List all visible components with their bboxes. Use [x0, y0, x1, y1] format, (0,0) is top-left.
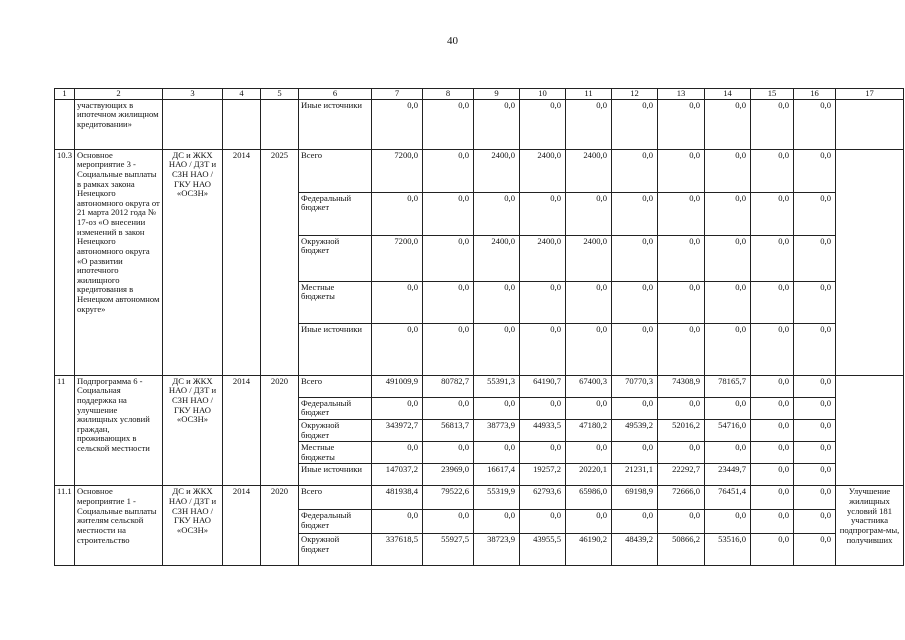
value-cell: 0,0 [612, 510, 658, 534]
column-number-cell: 15 [751, 89, 794, 100]
value-cell: 69198,9 [612, 486, 658, 510]
row-number-cell [55, 99, 75, 149]
value-cell: 2400,0 [520, 149, 566, 192]
funding-source-cell: Окружной бюджет [299, 419, 372, 441]
executor-cell: ДС и ЖКХ НАО / ДЗТ и СЗН НАО / ГКУ НАО «ОСЗН» [163, 375, 223, 486]
value-cell: 0,0 [372, 442, 423, 464]
value-cell: 56813,7 [423, 419, 474, 441]
value-cell: 0,0 [705, 235, 751, 281]
value-cell: 0,0 [474, 192, 520, 235]
value-cell: 491009,9 [372, 375, 423, 397]
value-cell: 0,0 [794, 464, 836, 486]
value-cell: 65986,0 [566, 486, 612, 510]
column-number-cell: 8 [423, 89, 474, 100]
value-cell: 0,0 [566, 397, 612, 419]
end-year-cell [261, 99, 299, 149]
value-cell: 0,0 [474, 510, 520, 534]
column-number-cell: 16 [794, 89, 836, 100]
value-cell: 0,0 [423, 323, 474, 375]
column-number-cell: 6 [299, 89, 372, 100]
value-cell: 0,0 [794, 281, 836, 323]
value-cell: 481938,4 [372, 486, 423, 510]
end-year-cell: 2020 [261, 375, 299, 486]
table-row [55, 99, 904, 149]
start-year-cell: 2014 [223, 486, 261, 566]
value-cell: 0,0 [423, 510, 474, 534]
measure-name-cell: Основное мероприятие 3 - Социальные выплаты в рамках закона Ненецкого автономного округа от 21 марта 2012 года № 17-оз «О внесении изменений в закон Ненецкого автономного округа «О развитии ипотечного жилищного кредитования в Ненецком автономном округе» [75, 149, 163, 375]
value-cell: 0,0 [751, 442, 794, 464]
value-cell: 2400,0 [474, 235, 520, 281]
value-cell: 70770,3 [612, 375, 658, 397]
value-cell: 0,0 [751, 486, 794, 510]
value-cell: 74308,9 [658, 375, 705, 397]
value-cell: 48439,2 [612, 534, 658, 566]
value-cell: 79522,6 [423, 486, 474, 510]
value-cell: 0,0 [794, 375, 836, 397]
value-cell: 0,0 [705, 99, 751, 149]
value-cell: 0,0 [372, 192, 423, 235]
value-cell: 2400,0 [474, 149, 520, 192]
value-cell: 0,0 [794, 149, 836, 192]
start-year-cell: 2014 [223, 149, 261, 375]
value-cell: 0,0 [474, 281, 520, 323]
value-cell: 0,0 [612, 99, 658, 149]
value-cell: 0,0 [794, 419, 836, 441]
value-cell: 0,0 [474, 442, 520, 464]
value-cell: 0,0 [474, 99, 520, 149]
value-cell: 46190,2 [566, 534, 612, 566]
value-cell: 55927,5 [423, 534, 474, 566]
value-cell: 0,0 [372, 510, 423, 534]
value-cell: 0,0 [751, 192, 794, 235]
value-cell: 49539,2 [612, 419, 658, 441]
header-row [55, 89, 904, 100]
value-cell: 23449,7 [705, 464, 751, 486]
value-cell: 0,0 [520, 99, 566, 149]
funding-source-cell: Иные источники [299, 323, 372, 375]
value-cell: 0,0 [612, 192, 658, 235]
result-cell [836, 375, 904, 486]
value-cell: 0,0 [794, 235, 836, 281]
value-cell: 20220,1 [566, 464, 612, 486]
value-cell: 50866,2 [658, 534, 705, 566]
value-cell: 16617,4 [474, 464, 520, 486]
value-cell: 0,0 [372, 323, 423, 375]
value-cell: 38773,9 [474, 419, 520, 441]
value-cell: 44933,5 [520, 419, 566, 441]
value-cell: 0,0 [705, 281, 751, 323]
value-cell: 0,0 [520, 192, 566, 235]
value-cell: 72666,0 [658, 486, 705, 510]
value-cell: 0,0 [372, 99, 423, 149]
value-cell: 0,0 [423, 99, 474, 149]
value-cell: 21231,1 [612, 464, 658, 486]
value-cell: 38723,9 [474, 534, 520, 566]
value-cell: 0,0 [423, 149, 474, 192]
value-cell: 62793,6 [520, 486, 566, 510]
value-cell: 0,0 [423, 235, 474, 281]
value-cell: 53516,0 [705, 534, 751, 566]
value-cell: 19257,2 [520, 464, 566, 486]
value-cell: 0,0 [751, 419, 794, 441]
value-cell: 52016,2 [658, 419, 705, 441]
column-number-cell: 14 [705, 89, 751, 100]
value-cell: 0,0 [751, 464, 794, 486]
value-cell: 0,0 [794, 323, 836, 375]
value-cell: 0,0 [520, 397, 566, 419]
value-cell: 0,0 [612, 149, 658, 192]
column-number-cell: 13 [658, 89, 705, 100]
value-cell: 0,0 [705, 323, 751, 375]
value-cell: 0,0 [566, 99, 612, 149]
value-cell: 0,0 [794, 486, 836, 510]
value-cell: 0,0 [794, 510, 836, 534]
column-number-cell: 2 [75, 89, 163, 100]
value-cell: 0,0 [751, 99, 794, 149]
column-number-cell: 10 [520, 89, 566, 100]
column-number-cell: 4 [223, 89, 261, 100]
value-cell: 0,0 [705, 192, 751, 235]
value-cell: 0,0 [658, 510, 705, 534]
value-cell: 0,0 [566, 281, 612, 323]
table-row [55, 375, 904, 397]
column-number-cell: 11 [566, 89, 612, 100]
measure-name-cell: участвующих в ипотечном жилищном кредитовании» [75, 99, 163, 149]
value-cell: 0,0 [423, 192, 474, 235]
value-cell: 76451,4 [705, 486, 751, 510]
table-row [55, 149, 904, 192]
value-cell: 0,0 [658, 442, 705, 464]
value-cell: 0,0 [751, 397, 794, 419]
value-cell: 22292,7 [658, 464, 705, 486]
value-cell: 0,0 [612, 323, 658, 375]
value-cell: 0,0 [705, 149, 751, 192]
value-cell: 0,0 [658, 235, 705, 281]
value-cell: 0,0 [474, 323, 520, 375]
end-year-cell: 2025 [261, 149, 299, 375]
start-year-cell: 2014 [223, 375, 261, 486]
value-cell: 0,0 [705, 510, 751, 534]
value-cell: 0,0 [612, 397, 658, 419]
end-year-cell: 2020 [261, 486, 299, 566]
value-cell: 23969,0 [423, 464, 474, 486]
value-cell: 0,0 [751, 534, 794, 566]
value-cell: 343972,7 [372, 419, 423, 441]
value-cell: 67400,3 [566, 375, 612, 397]
measure-name-cell: Подпрограмма 6 - Социальная поддержка на улучшение жилищных условий граждан, проживающих в сельской местности [75, 375, 163, 486]
value-cell: 0,0 [794, 397, 836, 419]
value-cell: 0,0 [658, 281, 705, 323]
value-cell: 0,0 [520, 281, 566, 323]
value-cell: 0,0 [566, 510, 612, 534]
result-cell [836, 149, 904, 375]
row-number-cell: 11.1 [55, 486, 75, 566]
value-cell: 0,0 [705, 442, 751, 464]
value-cell: 0,0 [794, 534, 836, 566]
value-cell: 0,0 [612, 442, 658, 464]
value-cell: 64190,7 [520, 375, 566, 397]
column-number-cell: 1 [55, 89, 75, 100]
value-cell: 0,0 [520, 510, 566, 534]
funding-source-cell: Иные источники [299, 99, 372, 149]
value-cell: 0,0 [423, 281, 474, 323]
column-number-cell: 12 [612, 89, 658, 100]
value-cell: 78165,7 [705, 375, 751, 397]
value-cell: 0,0 [658, 192, 705, 235]
funding-source-cell: Окружной бюджет [299, 534, 372, 566]
funding-source-cell: Федеральный бюджет [299, 510, 372, 534]
column-number-cell: 9 [474, 89, 520, 100]
funding-source-cell: Федеральный бюджет [299, 397, 372, 419]
funding-source-cell: Федеральный бюджет [299, 192, 372, 235]
value-cell: 0,0 [423, 397, 474, 419]
value-cell: 0,0 [658, 99, 705, 149]
funding-source-cell: Окружной бюджет [299, 235, 372, 281]
value-cell: 2400,0 [520, 235, 566, 281]
value-cell: 2400,0 [566, 235, 612, 281]
value-cell: 54716,0 [705, 419, 751, 441]
value-cell: 0,0 [372, 397, 423, 419]
value-cell: 0,0 [658, 149, 705, 192]
value-cell: 0,0 [705, 397, 751, 419]
column-number-cell: 17 [836, 89, 904, 100]
value-cell: 0,0 [566, 442, 612, 464]
value-cell: 7200,0 [372, 149, 423, 192]
value-cell: 0,0 [520, 442, 566, 464]
value-cell: 43955,5 [520, 534, 566, 566]
value-cell: 0,0 [751, 281, 794, 323]
value-cell: 0,0 [794, 99, 836, 149]
value-cell: 55319,9 [474, 486, 520, 510]
value-cell: 80782,7 [423, 375, 474, 397]
result-cell [836, 99, 904, 149]
value-cell: 337618,5 [372, 534, 423, 566]
page-number: 40 [447, 35, 458, 47]
value-cell: 0,0 [423, 442, 474, 464]
funding-source-cell: Всего [299, 375, 372, 397]
value-cell: 0,0 [751, 323, 794, 375]
value-cell: 0,0 [794, 192, 836, 235]
value-cell: 7200,0 [372, 235, 423, 281]
funding-source-cell: Местные бюджеты [299, 442, 372, 464]
funding-source-cell: Местные бюджеты [299, 281, 372, 323]
value-cell: 0,0 [751, 149, 794, 192]
value-cell: 0,0 [520, 323, 566, 375]
value-cell: 0,0 [751, 235, 794, 281]
column-number-cell: 3 [163, 89, 223, 100]
start-year-cell [223, 99, 261, 149]
column-number-cell: 7 [372, 89, 423, 100]
row-number-cell: 11 [55, 375, 75, 486]
executor-cell: ДС и ЖКХ НАО / ДЗТ и СЗН НАО / ГКУ НАО «ОСЗН» [163, 149, 223, 375]
value-cell: 47180,2 [566, 419, 612, 441]
value-cell: 0,0 [751, 375, 794, 397]
column-number-cell: 5 [261, 89, 299, 100]
funding-source-cell: Иные источники [299, 464, 372, 486]
measure-name-cell: Основное мероприятие 1 - Социальные выплаты жителям сельской местности на строительство [75, 486, 163, 566]
value-cell: 0,0 [658, 397, 705, 419]
funding-source-cell: Всего [299, 486, 372, 510]
value-cell: 147037,2 [372, 464, 423, 486]
funding-table [54, 88, 904, 566]
value-cell: 0,0 [566, 323, 612, 375]
row-number-cell: 10.3 [55, 149, 75, 375]
value-cell: 0,0 [372, 281, 423, 323]
value-cell: 0,0 [566, 192, 612, 235]
value-cell: 0,0 [474, 397, 520, 419]
value-cell: 0,0 [658, 323, 705, 375]
value-cell: 2400,0 [566, 149, 612, 192]
value-cell: 55391,3 [474, 375, 520, 397]
executor-cell: ДС и ЖКХ НАО / ДЗТ и СЗН НАО / ГКУ НАО «ОСЗН» [163, 486, 223, 566]
result-cell: Улучшение жилищных условий 181 участника подпрограм-мы, получивших [836, 486, 904, 566]
executor-cell [163, 99, 223, 149]
value-cell: 0,0 [612, 281, 658, 323]
value-cell: 0,0 [751, 510, 794, 534]
value-cell: 0,0 [612, 235, 658, 281]
value-cell: 0,0 [794, 442, 836, 464]
table-row [55, 486, 904, 510]
funding-source-cell: Всего [299, 149, 372, 192]
